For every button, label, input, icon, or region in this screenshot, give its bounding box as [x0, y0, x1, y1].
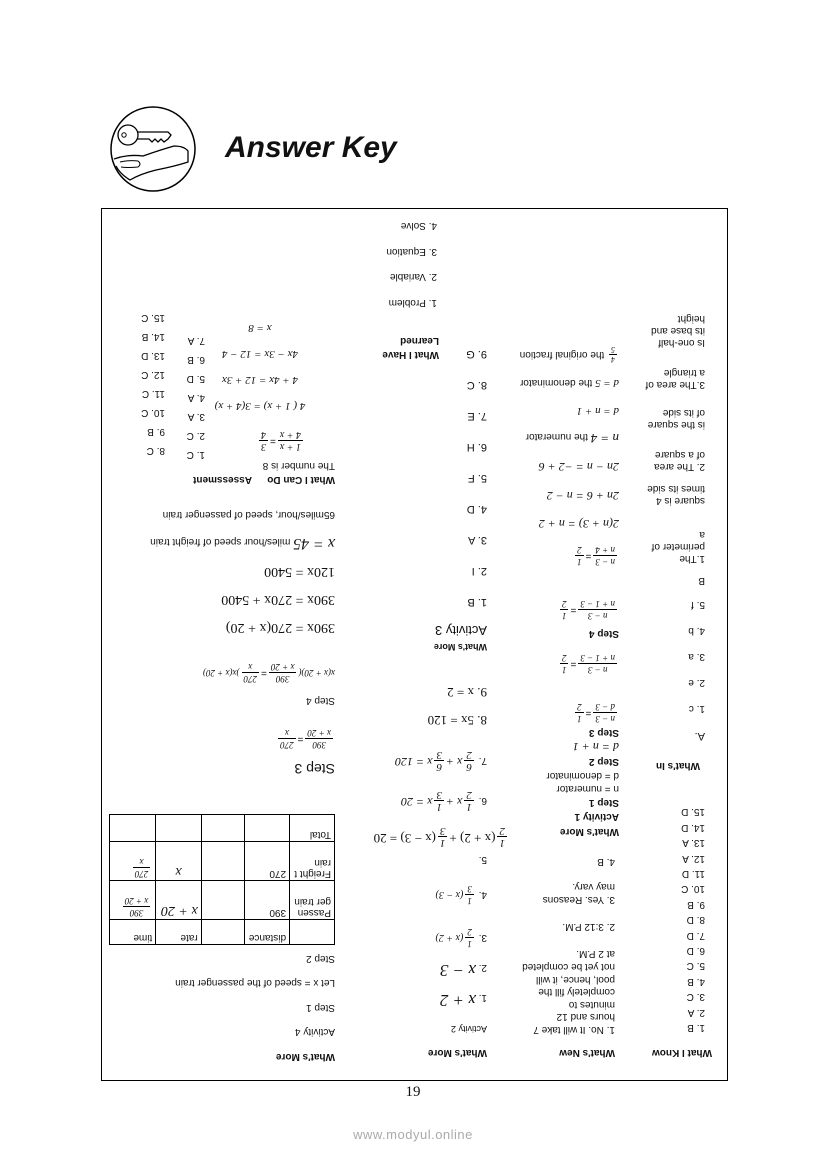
whats-more-2-heading: What's More — [427, 1047, 487, 1058]
whats-in-part-b-line: 2. The area — [654, 461, 705, 472]
watermark: www.modyul.online — [353, 1127, 473, 1142]
table-cell — [201, 815, 245, 842]
numerator: 6 — [466, 761, 472, 773]
what-i-know-answer: 8. D — [686, 914, 705, 926]
denominator: 2 — [577, 545, 582, 555]
activity-2-label: Activity 2 — [450, 1024, 487, 1034]
activity-2-answer-6 — [401, 789, 487, 812]
numerator: n − 3 — [595, 714, 615, 724]
denominator: 4 — [260, 429, 266, 440]
table-cell — [201, 881, 245, 920]
original-fraction — [520, 345, 619, 364]
step-3-label: Step 3 — [588, 727, 619, 738]
activity-1-label: Activity 1 — [574, 811, 619, 822]
whats-in-part-b-line: is the square — [647, 419, 705, 430]
numerator: 1 — [436, 801, 442, 813]
table-cell — [110, 815, 156, 842]
numerator: 4 — [611, 355, 615, 364]
table-cell: Total — [290, 815, 335, 842]
numerator: 1 — [562, 665, 567, 675]
whats-in-part-b-line: a — [699, 529, 705, 540]
key-in-hand-icon — [108, 104, 198, 194]
denominator: n + 1 − 3 — [580, 599, 615, 609]
equation-3: n − 3 n + 1 − 3 = 1 2 — [562, 599, 615, 621]
assessment-answer: 13. D — [141, 350, 165, 361]
denominator: 2 — [499, 825, 505, 837]
numerator: 1 + x — [279, 441, 301, 452]
activity-3-label: Activity 3 — [434, 623, 487, 638]
table-header: rate — [156, 920, 201, 945]
table-cell: x + 20 — [156, 881, 201, 920]
what-i-know-answer: 10. C — [681, 883, 705, 895]
what-i-have-learned-answer: 1. Problem — [388, 297, 437, 308]
activity-3-answer: 4. D — [466, 503, 487, 515]
whats-in-part-b-line: 1.The — [679, 553, 705, 564]
what-i-have-learned-answer: 2. Variable — [389, 271, 437, 283]
denominator: 2 — [466, 789, 472, 801]
denominator-result — [520, 377, 619, 389]
step-3-label: Step 3 — [294, 761, 335, 777]
activity-3-answer: 5. F — [468, 472, 487, 484]
whats-in-part-b-line: square is 4 — [656, 495, 705, 506]
table-header — [201, 920, 245, 945]
what-i-know-answer: 14. D — [681, 821, 705, 833]
activity-3-answer: 6. H — [466, 441, 487, 453]
item-number: 4. — [478, 888, 487, 900]
table-cell — [201, 842, 245, 881]
whats-new-answer-3-cont: may vary. — [572, 881, 615, 892]
assessment-heading: Assessment — [193, 474, 252, 485]
step-4-equation: x(x + 20)( 390 x + 20 = 270 x )x(x + 20) — [202, 662, 335, 684]
denominator: 2 — [466, 749, 472, 761]
expression: (x + 2) + — [449, 830, 496, 846]
activity-2-answer-1 — [440, 990, 487, 1010]
denominator: 3 — [436, 749, 442, 761]
whats-new-answer-1-line: minutes to — [568, 998, 615, 1010]
answer-key-content-rotated — [102, 209, 727, 1080]
expression: x = 120 — [395, 754, 433, 769]
denominator: x + 20 — [124, 896, 149, 906]
what-i-can-do-heading: What I Can Do — [267, 474, 335, 485]
whats-in-part-a-answer: 4. b — [688, 625, 705, 636]
step-4-label: Step 4 — [588, 628, 619, 639]
numerator-definition: n = numerator — [556, 783, 619, 794]
what-i-know-answer: 3. C — [686, 991, 705, 1003]
denominator: x — [139, 857, 144, 867]
whats-in-part-b-line: a triangle — [663, 367, 705, 378]
what-i-can-do-answer: The number is 8 — [262, 460, 335, 471]
denominator: 3 — [436, 789, 442, 801]
expression: x = 20 — [401, 794, 433, 809]
assessment-answer: 2. C — [186, 430, 205, 441]
what-i-know-answer: 5. C — [686, 960, 705, 972]
whats-in-part-b-line: Is one-half — [658, 337, 705, 348]
equation-1: n − 3 d − 3 = 1 2 — [577, 702, 615, 724]
step-4-label: Step 4 — [306, 695, 335, 706]
numerator: 3 — [260, 441, 266, 452]
activity-2-answer-3 — [436, 926, 487, 949]
what-i-have-learned-answer: 3. Equation — [386, 246, 437, 257]
expression: x + — [445, 794, 463, 809]
item-number: 3. — [478, 931, 487, 943]
whats-new-heading: What's New — [559, 1047, 615, 1058]
activity-3-answer: 2. I — [471, 565, 487, 577]
what-i-know-answer: 9. B — [687, 898, 705, 910]
assessment-answer: 9. B — [147, 426, 165, 437]
equation-line-3: 120x = 5400 — [264, 564, 335, 579]
freight-train-speed — [150, 534, 335, 552]
denominator: 2 — [577, 702, 582, 712]
numerator: 1 — [499, 837, 505, 849]
numerator: 1 — [439, 837, 446, 849]
what-i-know-answer: 7. D — [686, 929, 705, 941]
numerator: 270 — [243, 674, 258, 684]
distance-rate-time-table — [109, 814, 335, 945]
denominator: d − 3 — [595, 702, 615, 712]
assessment-answer: 15. C — [141, 312, 165, 323]
what-i-can-do-equation: 1 + x 4 + x = 3 4 — [260, 429, 301, 452]
label: the numerator — [525, 431, 588, 442]
assessment-answer: 14. B — [141, 331, 165, 342]
whats-new-answer-1-line: pool, hence, it will — [536, 973, 615, 985]
what-i-can-do-step: 4 + 4x = 12 + 3x — [221, 374, 299, 386]
activity-2-answer-2 — [440, 960, 487, 980]
numerator: 1 — [562, 611, 567, 621]
what-i-know-answer: 12. A — [682, 852, 705, 864]
table-row — [110, 842, 335, 881]
numerator: n − 3 — [578, 609, 617, 621]
table-row — [110, 881, 335, 920]
activity-2-answer-8: 8. 5x = 120 — [427, 713, 487, 728]
step-2-label: Step 2 — [588, 756, 619, 767]
let-statement: Let x = speed of the passenger train — [175, 977, 335, 988]
whats-in-part-a-answer: 2. e — [688, 677, 705, 688]
whats-in-part-b-line: its base and — [651, 325, 705, 336]
numerator: 1 — [467, 896, 472, 906]
table-row — [110, 815, 335, 842]
whats-new-answer-4: 4. B — [597, 856, 615, 867]
table-cell: 270 — [245, 842, 290, 881]
table-cell — [156, 815, 201, 842]
what-i-can-do-step: x = 8 — [248, 322, 272, 334]
assessment-answer: 3. A — [187, 411, 205, 422]
whats-more-1-heading: What's More — [559, 826, 619, 837]
denominator: 2 — [562, 653, 567, 663]
equation-line-2: 390x = 270x + 5400 — [221, 592, 335, 607]
equation-line-2: 2n + 6 = n − 2 — [546, 489, 619, 503]
page-title: Answer Key — [225, 131, 397, 164]
d-equation: d = n + 1 — [572, 740, 619, 754]
whats-new-answer-1-line: at 2 P.M. — [576, 948, 615, 960]
whats-new-answer-1-line: completely fill the — [538, 986, 615, 998]
denominator: x — [284, 728, 289, 738]
assessment-answer: 5. D — [186, 373, 205, 384]
assessment-answer: 10. C — [141, 407, 165, 418]
denominator: 3 — [439, 825, 446, 837]
page-number: 19 — [405, 1084, 421, 1100]
denominator: 4 + x — [279, 429, 301, 440]
table-cell — [245, 815, 290, 842]
denominator: 2 — [562, 599, 567, 609]
whats-in-part-a-answer: 5. f — [691, 599, 705, 610]
whats-in-part-b-line: height — [677, 313, 705, 324]
step-3-equation: 390 x + 20 = 270 x — [280, 728, 331, 750]
equation: d = 5 — [595, 377, 619, 389]
table-cell: 390 — [245, 881, 290, 920]
whats-new-answer-3: 3. Yes. Reasons — [542, 894, 615, 905]
equation-line-3: 2n − n = −2 + 6 — [538, 460, 619, 474]
part-b-label: B — [698, 575, 705, 586]
denominator: n + 1 − 3 — [580, 653, 615, 663]
denominator: x — [248, 662, 253, 672]
numerator: 390 — [269, 672, 297, 684]
activity-2-answer-7 — [395, 749, 487, 772]
whats-in-part-a-answer: 3. a — [688, 651, 705, 662]
activity-3-answer: 9. G — [466, 348, 487, 360]
label: the original fraction — [519, 348, 605, 360]
what-i-have-learned-heading: What I Have — [382, 349, 439, 360]
whats-more-3-heading: What's More — [433, 642, 487, 652]
expression: x − 3 — [439, 961, 476, 980]
assessment-answer: 12. C — [141, 369, 165, 380]
numerator: 1 — [577, 557, 582, 567]
denominator: n + 4 — [595, 545, 615, 555]
numerator: 270 — [134, 869, 149, 879]
what-i-know-answer: 11. D — [681, 868, 705, 879]
answer-key-box — [101, 208, 728, 1081]
denominator: x + 20 — [270, 662, 295, 672]
whats-in-part-a-answer: 1. c — [688, 703, 705, 714]
numerator: 1 — [466, 801, 472, 813]
denominator: 3 — [467, 884, 472, 894]
item-number: 1. — [478, 992, 487, 1003]
equation-line-1: 390x = 270(x + 20) — [225, 620, 335, 635]
label: miles/hour speed of freight train — [150, 536, 291, 547]
table-cell: x — [156, 842, 201, 881]
expression: x + — [445, 754, 463, 769]
expression: (x − 3) — [435, 888, 464, 900]
what-i-know-answer: 4. B — [687, 975, 705, 987]
what-i-can-do-step: 4 ( 1 + x) = 3(4 + x) — [214, 400, 306, 412]
what-i-know-heading: What I Know — [652, 1047, 712, 1058]
item-number: 6. — [478, 794, 487, 806]
passenger-train-speed: 65miles/hour, speed of passenger train — [162, 509, 335, 520]
whats-new-answer-1-line: hours and 12 — [556, 1011, 615, 1023]
equation-4: n − 3 n + 4 = 1 2 — [577, 545, 615, 567]
table-cell: Passenger train — [290, 881, 335, 920]
assessment-answer: 8. C — [146, 445, 165, 456]
activity-2-answer-5 — [374, 825, 509, 848]
denominator: 5 — [611, 345, 615, 354]
item-number: 7. — [478, 754, 487, 766]
what-i-have-learned-answer: 4. Solve — [400, 220, 437, 232]
activity-3-answer: 3. A — [468, 534, 487, 546]
what-i-know-answer: 6. D — [686, 945, 705, 956]
whats-in-part-b-line: of a square — [654, 449, 705, 460]
table-header — [290, 920, 335, 945]
numerator: 270 — [280, 740, 294, 750]
assessment-answer: 11. C — [141, 388, 165, 399]
numerator: 6 — [436, 761, 442, 773]
numerator: 390 — [305, 738, 333, 750]
table-header: distance — [245, 920, 290, 945]
table-header: time — [110, 920, 156, 945]
whats-more-4-heading: What's More — [275, 1051, 335, 1062]
what-i-know-answer: 15. D — [681, 806, 705, 818]
equation-2: n − 3 n + 1 − 3 = 1 2 — [562, 653, 615, 675]
what-i-have-learned-heading-2: Learned — [400, 335, 439, 346]
step-1-label: Step 1 — [588, 797, 619, 808]
label: the denominator — [520, 377, 593, 388]
table-cell — [110, 881, 156, 920]
step-1-label: Step 1 — [306, 1002, 335, 1013]
table-cell: Freight train — [290, 842, 335, 881]
activity-4-label: Activity 4 — [294, 1026, 335, 1037]
activity-3-answer: 8. C — [466, 379, 487, 391]
what-i-can-do-step: 4x − 3x = 12 − 4 — [221, 348, 299, 360]
numerator-result — [526, 430, 619, 446]
what-i-know-answer: 1. B — [687, 1022, 705, 1033]
whats-in-part-b-line: perimeter of — [651, 541, 705, 552]
numerator: n − 3 — [578, 663, 617, 675]
activity-2-answer-5-number: 5. — [478, 854, 487, 865]
numerator: n − 3 — [595, 557, 615, 567]
numerator: 1 — [467, 939, 472, 949]
whats-in-part-b-line: times its side — [647, 483, 705, 494]
expression: x + 2 — [439, 991, 476, 1010]
denominator: x + 20 — [307, 728, 331, 738]
assessment-answer: 7. A — [187, 335, 205, 346]
item-number: 2. — [478, 962, 487, 973]
numerator: 1 — [577, 714, 582, 724]
what-i-know-answer: 2. A — [687, 1006, 705, 1018]
activity-2-answer-9: 9. x = 2 — [447, 685, 487, 700]
expression: (x + 2) — [435, 931, 464, 943]
activity-3-answer: 7. E — [467, 410, 487, 422]
expression: (x − 3) = 20 — [373, 830, 436, 846]
activity-2-answer-4 — [436, 883, 487, 906]
expression: x(x + 20)( — [298, 667, 335, 678]
whats-in-part-b-line: of its side — [662, 407, 705, 418]
step-2-label: Step 2 — [306, 953, 335, 964]
activity-3-answer: 1. B — [467, 596, 487, 608]
equation: x = 45 — [293, 535, 335, 552]
table-header-row — [110, 920, 335, 945]
whats-new-answer-2: 2. 3:12 P.M. — [562, 921, 615, 932]
table-cell — [110, 842, 156, 881]
whats-new-answer-1-line: not yet be completed — [522, 961, 615, 972]
equation-line-1: 2(n + 3) = n + 2 — [538, 517, 619, 531]
what-i-know-answer: 13. A — [682, 837, 705, 849]
assessment-answer: 4. A — [187, 392, 205, 403]
assessment-answer: 1. C — [186, 449, 205, 460]
part-a-label: A. — [694, 730, 705, 742]
d-equation-2: d = n + 1 — [576, 405, 619, 417]
expression: )x(x + 20) — [202, 667, 240, 678]
numerator: 390 — [123, 906, 151, 918]
whats-in-part-b-line: 3.The area of — [645, 379, 705, 390]
assessment-answer: 6. B — [187, 354, 205, 365]
denominator-definition: d = denominator — [546, 770, 619, 781]
denominator: 2 — [467, 927, 472, 937]
equation: n = 4 — [590, 431, 619, 446]
whats-new-answer-1-line: 1. No. It will take 7 — [533, 1024, 615, 1035]
whats-in-heading: What's In — [655, 760, 700, 771]
